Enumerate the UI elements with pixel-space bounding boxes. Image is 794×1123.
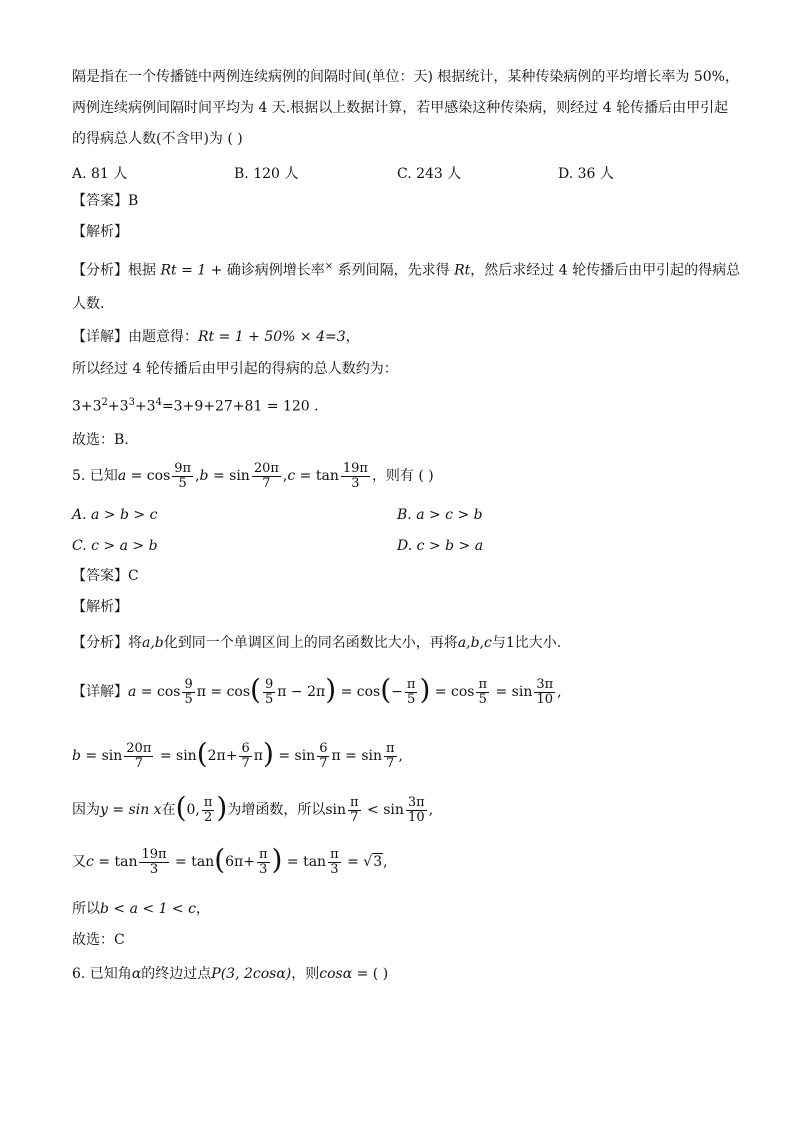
q5-so-ineq: b < a < 1 < c [100,901,196,917]
q5-stem: 5. 已知a = cos $\frac{9\pi}{5}$ ,b = sin $\frac{20\pi}{7}$ ,c = tan $\frac{19\pi}{3}$ ，则有 ( ) [72,461,434,491]
q4-fenxi-cont: 人数. [72,296,105,312]
q6-cos: cosα [319,966,353,982]
q5-again: 又c = tan $\frac{19\pi}{3}$ = tan(6π+ $\frac{\pi}{3}$ ) = tan $\frac{\pi}{3}$ = √3, [72,843,388,877]
q4-so-line: 所以经过 4 轮传播后由甲引起的得病的总人数约为： [72,361,398,377]
q6-stem [72,967,388,981]
q4-calc-tail: =3+9+27+81 = 120 [161,398,310,415]
q5-so-end: ， [195,901,210,917]
q5-fenxi [72,636,561,650]
q4-fenxi-rt: Rt [454,262,471,279]
q4-text-line-1: 隔是指在一个传播链中两例连续病例的间隔时间(单位：天) 根据统计，某种传染病例的平均增长率为 50%， [72,69,739,85]
q4-fenxi [72,262,740,278]
q5-because-c: 为增函数，所以 [227,802,326,819]
q5-xiangjie-b: b = sin $\frac{20\pi}{7}$ = sin(2π+ $\frac{6}{7}$ π) = sin $\frac{6}{7}$ π = sin $\frac{\pi}{7}$ , [72,737,403,771]
q6-alpha: α [131,966,142,982]
q5-because: 因为y = sin x在(0, $\frac{\pi}{2}$ )为增函数，所以sin $\frac{\pi}{7}$ < sin $\frac{3\pi}{10}$ , [72,791,434,825]
q4-answer: 【答案】B [72,193,139,209]
q6-point: P(3, 2cosα) [211,966,292,982]
q5-xiangjie-label: 【详解】 [72,684,128,701]
q4-text-line-3: 的得病总人数(不含甲)为 ( ) [72,131,243,147]
q5-again-label: 又 [72,854,86,871]
q4-fenxi-d: ，然后求经过 4 轮传播后由甲引起的得病总 [470,262,741,279]
q5-because-a: 因为 [72,802,100,819]
q5-fenxi-text-a: 将 [128,635,142,651]
q5-fenxi-abc: a,b,c [457,635,492,651]
q4-analysis-title: 【解析】 [72,224,128,240]
q6-stem-a: 6. 已知角 [72,966,132,982]
q5-fenxi-label: 【分析】 [72,635,128,651]
q4-xiangjie-a: 由题意得： [128,329,198,345]
q5-option-c: C. c > a > b [72,538,158,554]
q5-choose: 故选：C [72,932,125,948]
q6-stem-d: = ( ) [352,966,389,982]
q4-fenxi-formula: Rt = 1 + [160,262,227,279]
q4-fenxi-a: 根据 [128,262,161,279]
q5-so [72,902,210,916]
q5-because-b: 在 [161,802,176,819]
q5-stem-a: 5. 已知 [72,468,118,485]
q4-choose: 故选：B. [72,432,129,448]
q4-option-b: B. 120 人 [234,166,299,182]
q5-fenxi-ab: a,b [142,635,164,651]
q4-xiangjie-formula: Rt = 1 + 50% × 4=3 [198,329,346,345]
q5-option-d: D. c > b > a [397,538,484,554]
q5-xiangjie-a: 【详解】a = cos $\frac{9}{5}$ π = cos( $\frac{9}{5}$ π − 2π) = cos(− $\frac{\pi}{5}$ ) = cos $\frac{\pi}{5}$ = sin $\frac{3\pi}{10}$ , [72,673,562,707]
q5-option-b: B. a > c > b [397,507,483,523]
q4-calc: $3+3^2+3^3+3^4=3+9+27+81 = 120$ . [72,397,319,415]
q4-option-c: C. 243 人 [397,166,462,182]
q5-option-a: A. a > b > c [72,507,158,523]
q4-text-line-2: 两例连续病例间隔时间平均为 4 天.根据以上数据计算，若甲感染这种传染病，则经过 4 轮传播后由甲引起 [72,100,729,116]
q6-stem-b: 的终边过点 [141,966,212,982]
q4-fenxi-c: 系列间隔，先求得 [333,262,455,279]
q4-fenxi-times: × [324,261,334,272]
q4-xiangjie [72,330,360,344]
q4-fenxi-b: 确诊病例增长率 [226,262,325,279]
q5-fenxi-text-c: 与1比大小. [491,635,562,651]
q5-because-func: y = sin x [100,802,162,819]
q4-fenxi-label: 【分析】 [72,262,128,279]
q4-option-a: A. 81 人 [72,166,128,182]
q5-stem-end: ，则有 ( ) [371,468,434,485]
q5-fenxi-text-b: 化到同一个单调区间上的同名函数比大小，再将 [163,635,458,651]
q4-xiangjie-label: 【详解】 [72,329,128,345]
q5-so-a: 所以 [72,901,100,917]
q4-option-d: D. 36 人 [558,166,614,182]
q4-xiangjie-end: ， [345,329,360,345]
q5-answer: 【答案】C [72,568,139,584]
q6-stem-c: ，则 [291,966,320,982]
q5-analysis-title: 【解析】 [72,599,128,615]
